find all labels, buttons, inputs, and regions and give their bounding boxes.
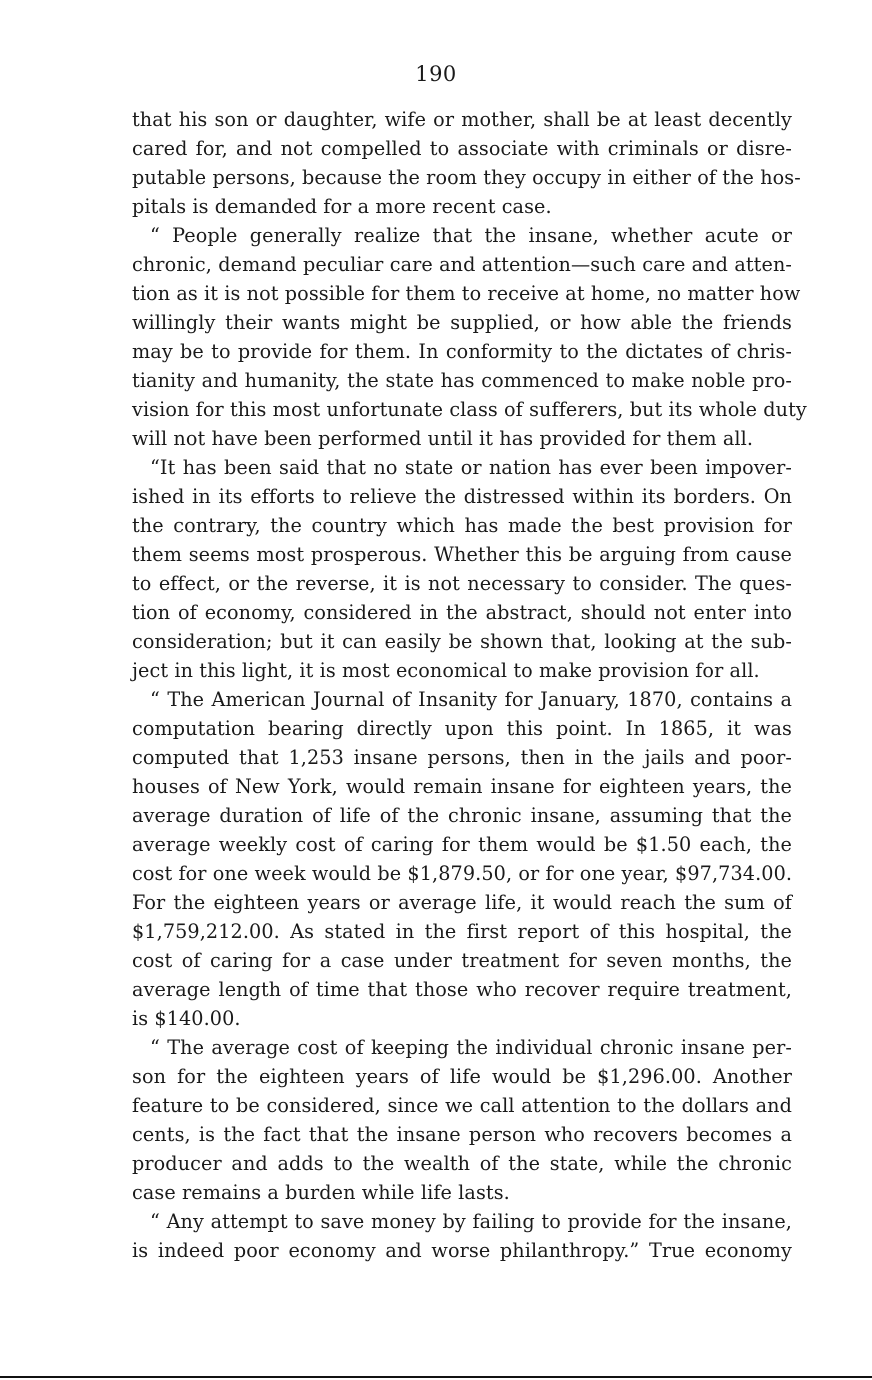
body-text <box>132 105 807 1265</box>
text-line: “ Any attempt to save money by failing to provide for the insane, <box>150 1210 792 1233</box>
text-line: them seems most prosperous. Whether this be arguing from cause <box>132 543 792 566</box>
text-line: “ The American Journal of Insanity for January, 1870, contains a <box>150 688 792 711</box>
paragraph-3 <box>132 453 792 685</box>
text-line: that his son or daughter, wife or mother, shall be at least decently <box>132 108 792 131</box>
text-line: consideration; but it can easily be shown that, looking at the sub- <box>132 630 792 653</box>
paragraph-2 <box>132 221 807 453</box>
text-line: houses of New York, would remain insane for eighteen years, the <box>132 775 792 798</box>
text-line: average length of time that those who recover require treatment, <box>132 978 792 1001</box>
text-line: “ The average cost of keeping the individual chronic insane per- <box>150 1036 792 1059</box>
text-line: ject in this light, it is most economical to make provision for all. <box>132 659 760 682</box>
text-line: chronic, demand peculiar care and attention—such care and atten- <box>132 253 792 276</box>
text-line: case remains a burden while life lasts. <box>132 1181 510 1204</box>
text-line: tion as it is not possible for them to receive at home, no matter how <box>132 282 801 305</box>
text-line: average duration of life of the chronic insane, assuming that the <box>132 804 792 827</box>
text-line: cost for one week would be $1,879.50, or for one year, $97,734.00. <box>132 862 793 885</box>
page-number: 190 <box>415 62 457 86</box>
text-line: computed that 1,253 insane persons, then in the jails and poor- <box>132 746 792 769</box>
text-line: son for the eighteen years of life would be $1,296.00. Another <box>132 1065 792 1088</box>
text-line: may be to provide for them. In conformity to the dictates of chris- <box>132 340 792 363</box>
text-line: vision for this most unfortunate class of sufferers, but its whole duty <box>132 398 807 421</box>
text-line: to effect, or the reverse, it is not necessary to consider. The ques- <box>132 572 792 595</box>
text-line: “ People generally realize that the insane, whether acute or <box>150 224 792 247</box>
paragraph-6 <box>132 1207 792 1265</box>
paragraph-4 <box>132 685 792 1033</box>
text-line: $1,759,212.00. As stated in the first report of this hospital, the <box>132 920 792 943</box>
text-line: “It has been said that no state or nation has ever been impover- <box>150 456 792 479</box>
text-line: cared for, and not compelled to associate with criminals or disre- <box>132 137 792 160</box>
text-line: cents, is the fact that the insane person who recovers becomes a <box>132 1123 792 1146</box>
text-line: producer and adds to the wealth of the state, while the chronic <box>132 1152 792 1175</box>
text-line: putable persons, because the room they occupy in either of the hos- <box>132 166 801 189</box>
text-line: is indeed poor economy and worse philanthropy.” True economy <box>132 1239 792 1262</box>
text-line: is $140.00. <box>132 1007 241 1030</box>
text-line: cost of caring for a case under treatment for seven months, the <box>132 949 792 972</box>
paragraph-1 <box>132 105 801 221</box>
text-line: will not have been performed until it has provided for them all. <box>132 427 754 450</box>
text-line: ished in its efforts to relieve the distressed within its borders. On <box>132 485 792 508</box>
paragraph-5 <box>132 1033 792 1207</box>
text-line: willingly their wants might be supplied, or how able the friends <box>132 311 792 334</box>
text-line: feature to be considered, since we call attention to the dollars and <box>132 1094 792 1117</box>
text-line: computation bearing directly upon this point. In 1865, it was <box>132 717 792 740</box>
bottom-rule <box>0 1376 872 1378</box>
text-line: tianity and humanity, the state has commenced to make noble pro- <box>132 369 792 392</box>
text-line: For the eighteen years or average life, it would reach the sum of <box>132 891 792 914</box>
text-line: pitals is demanded for a more recent case. <box>132 195 552 218</box>
text-line: the contrary, the country which has made the best provision for <box>132 514 792 537</box>
text-line: average weekly cost of caring for them would be $1.50 each, the <box>132 833 792 856</box>
text-line: tion of economy, considered in the abstract, should not enter into <box>132 601 792 624</box>
